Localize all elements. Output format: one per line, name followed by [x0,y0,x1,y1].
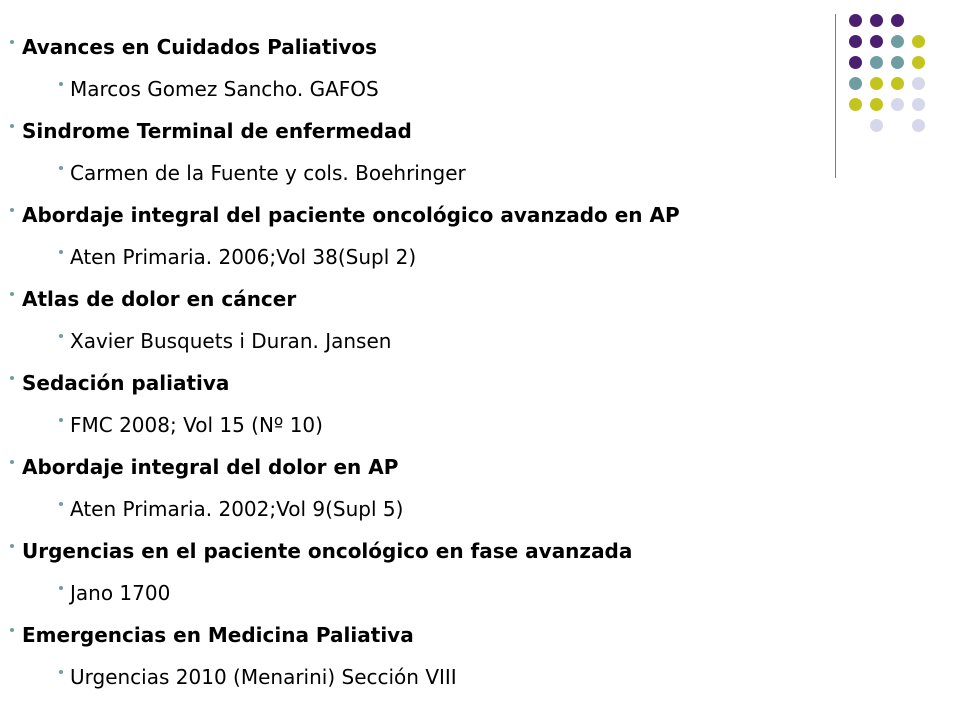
reference-item [8,110,808,194]
decorative-dot [849,35,862,48]
reference-title-row [8,614,808,656]
reference-item [8,446,808,530]
reference-title: Emergencias en Medicina Paliativa [22,623,414,647]
reference-source-row [8,656,808,698]
decorative-dot [870,119,883,132]
reference-title: Sindrome Terminal de enfermedad [22,119,412,143]
reference-title: Abordaje integral del dolor en AP [22,455,399,479]
reference-title: Avances en Cuidados Paliativos [22,35,378,59]
decorative-dot [849,56,862,69]
reference-item [8,530,808,614]
reference-source: Jano 1700 [70,581,171,605]
decorative-dot [870,14,883,27]
decorative-dot [912,119,925,132]
decorative-dot [849,77,862,90]
decorative-dot [870,56,883,69]
bullet-icon [59,418,63,422]
reference-source-row [8,572,808,614]
bullet-icon [10,208,14,212]
decorative-dot [891,77,904,90]
bullet-icon [10,460,14,464]
decorative-dot [912,77,925,90]
reference-title-row [8,194,808,236]
decorative-dot [870,98,883,111]
reference-source: Carmen de la Fuente y cols. Boehringer [70,161,466,185]
decorative-dot-grid [845,10,945,160]
reference-item [8,194,808,278]
bullet-icon [10,544,14,548]
reference-title-row [8,26,808,68]
decorative-dot [891,35,904,48]
reference-title: Sedación paliativa [22,371,230,395]
reference-title: Abordaje integral del paciente oncológico avanzado en AP [22,203,680,227]
decorative-dot [891,56,904,69]
reference-source-row [8,404,808,446]
decorative-dot [891,14,904,27]
bullet-icon [10,40,14,44]
reference-title-row [8,278,808,320]
reference-source: Xavier Busquets i Duran. Jansen [70,329,392,353]
reference-source: Urgencias 2010 (Menarini) Sección VIII [70,665,457,689]
bullet-icon [10,376,14,380]
bullet-icon [59,82,63,86]
bullet-icon [59,166,63,170]
reference-item [8,278,808,362]
bullet-icon [59,586,63,590]
reference-source-row [8,320,808,362]
reference-source-row [8,236,808,278]
decorative-dot [849,98,862,111]
bullet-icon [59,670,63,674]
decorative-dot [912,35,925,48]
bullet-icon [10,628,14,632]
reference-title-row [8,110,808,152]
decorative-dot [912,98,925,111]
reference-title-row [8,530,808,572]
decorative-dot [912,56,925,69]
reference-title-row [8,362,808,404]
decorative-divider [835,14,836,178]
decorative-dot [870,35,883,48]
reference-item [8,26,808,110]
reference-source-row [8,68,808,110]
reference-source: Marcos Gomez Sancho. GAFOS [70,77,379,101]
reference-source: Aten Primaria. 2006;Vol 38(Supl 2) [70,245,417,269]
bullet-icon [59,250,63,254]
reference-source: FMC 2008; Vol 15 (Nº 10) [70,413,323,437]
bullet-icon [59,334,63,338]
decorative-dot [849,14,862,27]
reference-item [8,614,808,698]
decorative-dot [891,98,904,111]
reference-item [8,362,808,446]
reference-source: Aten Primaria. 2002;Vol 9(Supl 5) [70,497,404,521]
reference-source-row [8,152,808,194]
reference-title-row [8,446,808,488]
reference-title: Atlas de dolor en cáncer [22,287,297,311]
bullet-icon [10,124,14,128]
reference-source-row [8,488,808,530]
reference-title: Urgencias en el paciente oncológico en fase avanzada [22,539,633,563]
bullet-icon [59,502,63,506]
decorative-dot [870,77,883,90]
bullet-icon [10,292,14,296]
reference-list [8,26,808,698]
